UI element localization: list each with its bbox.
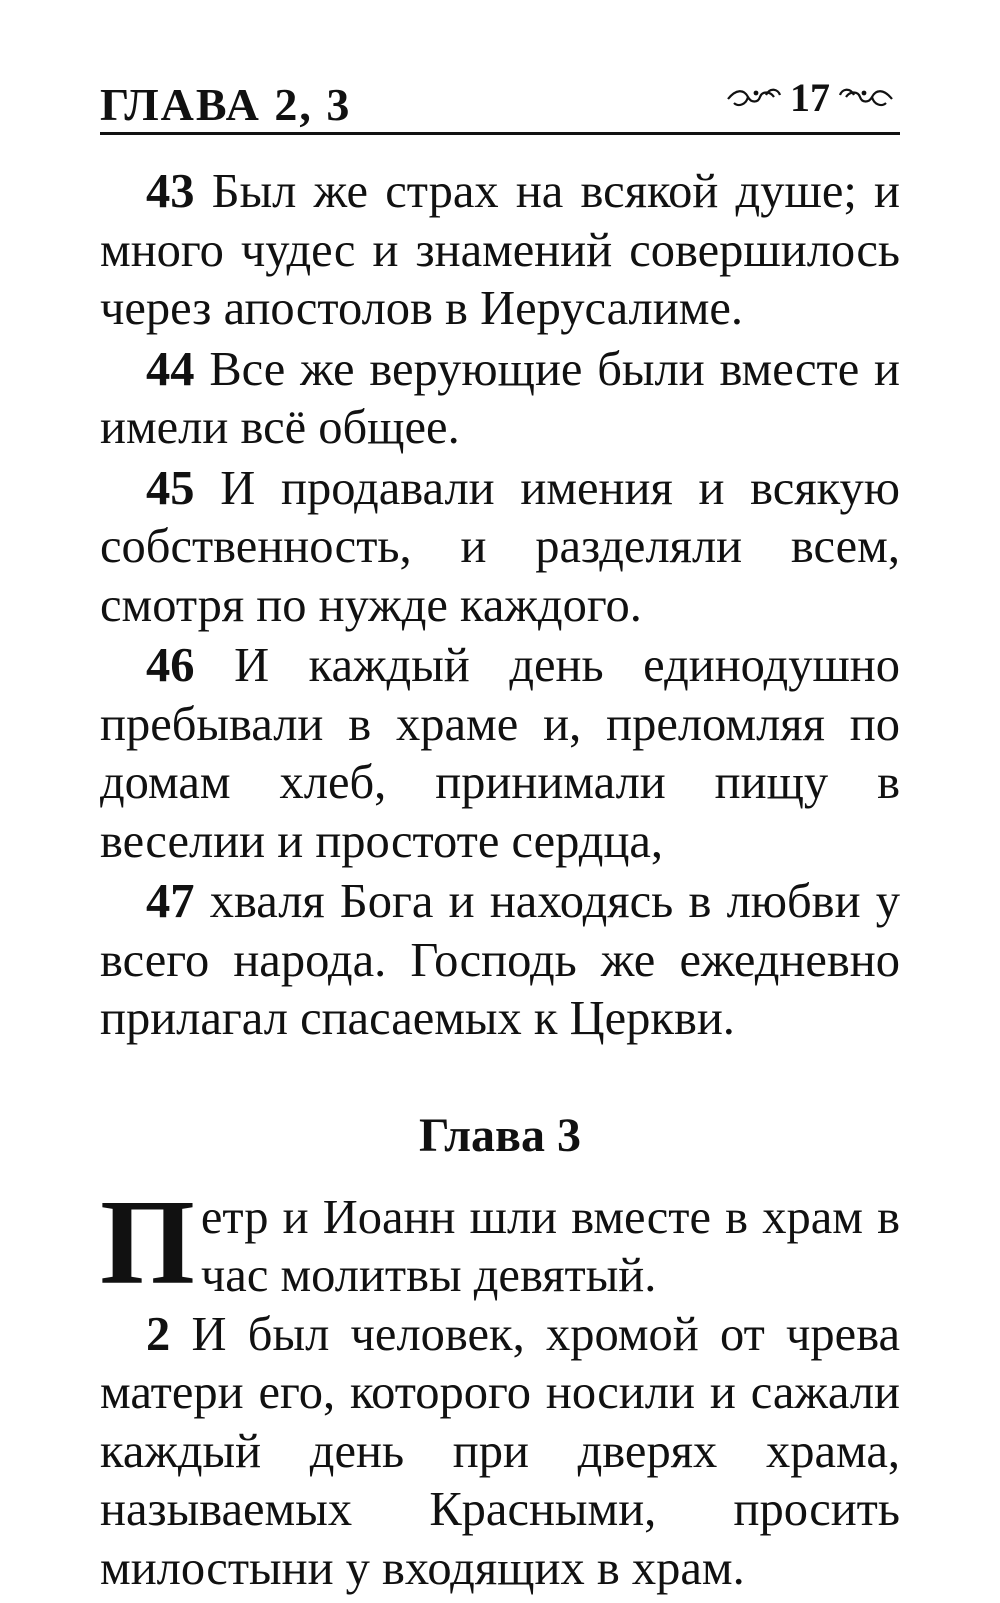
verse-number: 43 — [146, 165, 195, 218]
verse-number: 45 — [146, 461, 195, 515]
verse-text: Все же верующие были вместе и имели всё общее. — [100, 342, 901, 454]
verse-44 — [100, 341, 900, 458]
verse-1 — [100, 1174, 900, 1310]
verse-number: 46 — [146, 639, 195, 692]
verse-text: И продавали имения и всякую собственность, и разделяли всем, смотря по нужде каждого. — [100, 461, 900, 632]
flourish-ornament-icon — [838, 85, 894, 111]
chapter-heading: Глава 3 — [419, 1108, 581, 1162]
verse-number: 2 — [146, 1307, 171, 1361]
verse-number: 44 — [146, 342, 195, 396]
flourish-ornament-icon — [726, 85, 782, 111]
verse-text: И был человек, хромой от чрева матери его, которого носили и сажали каждый день при дверях храма, называемых Красными, просить милостыни у входящих в храм. — [100, 1307, 900, 1595]
page-number: 17 — [790, 75, 830, 120]
verse-2 — [100, 1306, 900, 1599]
drop-cap: П — [100, 1174, 195, 1310]
verse-45 — [100, 460, 900, 636]
page-body — [100, 163, 900, 1598]
verse-text: Был же страх на всякой душе; и много чудес и знамений совершилось через апостолов в Иерусалиме. — [100, 165, 901, 335]
running-header — [100, 62, 900, 135]
verse-text: хваля Бога и находясь в любви у всего народа. Господь же ежедневно прилагал спасаемых к Церкви. — [100, 875, 901, 1045]
verse-43 — [100, 163, 900, 339]
verse-text: етр и Иоанн шли вместе в храм в час молитвы девятый. — [200, 1190, 900, 1302]
book-page — [100, 62, 900, 1598]
page-number-group — [726, 75, 894, 120]
chapter-reference: ГЛАВА 2, 3 — [100, 79, 352, 130]
verse-46 — [100, 637, 900, 871]
verse-number: 47 — [146, 875, 195, 928]
verse-text: И каждый день единодушно пребывали в храме и, преломляя по домам хлеб, принимали пищу в веселии и простоте сердца, — [100, 639, 900, 868]
verse-47 — [100, 873, 900, 1049]
